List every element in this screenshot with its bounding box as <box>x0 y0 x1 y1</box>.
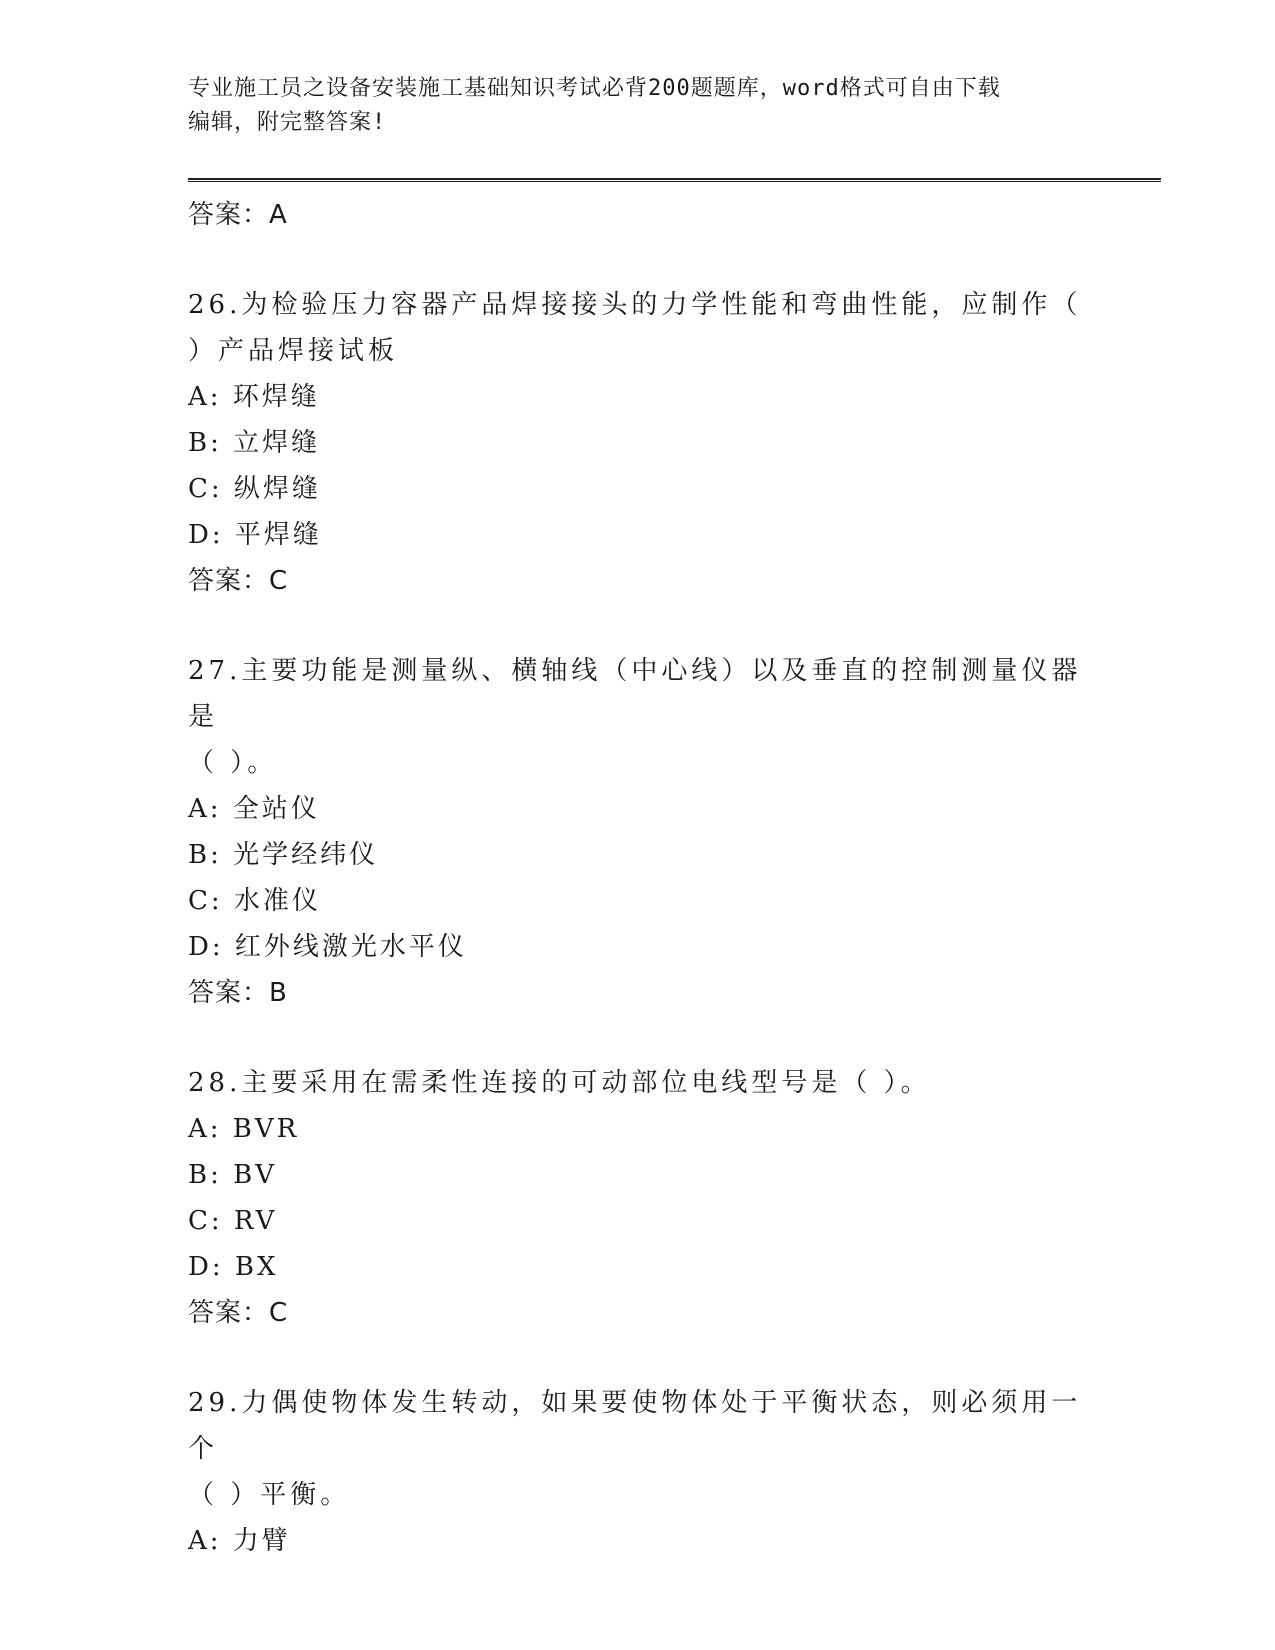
option-c: C: 纵焊缝 <box>188 474 321 504</box>
option-a: A: BVR <box>188 1114 300 1144</box>
question-text-continuation: （ ）平衡。 <box>188 1480 351 1510</box>
header-line-1: 专业施工员之设备安装施工基础知识考试必背200题题库，word格式可自由下载 <box>188 76 1001 101</box>
option-a: A: 全站仪 <box>188 794 320 824</box>
question-27 <box>188 648 1088 1016</box>
question-26 <box>188 282 1088 604</box>
header-line-2: 编辑，附完整答案! <box>188 110 387 135</box>
question-text: 29.力偶使物体发生转动，如果要使物体处于平衡状态，则必须用一个 <box>188 1388 1082 1464</box>
document-header <box>188 72 1088 140</box>
option-a: A: 力臂 <box>188 1526 291 1556</box>
option-c: C: 水准仪 <box>188 886 321 916</box>
option-a: A: 环焊缝 <box>188 382 320 412</box>
question-text: 27.主要功能是测量纵、横轴线（中心线）以及垂直的控制测量仪器是 <box>188 656 1082 732</box>
option-d: D: 红外线激光水平仪 <box>188 932 467 962</box>
option-c: C: RV <box>188 1206 278 1236</box>
question-text-continuation: ）产品焊接试板 <box>188 336 399 366</box>
question-text-continuation: （ ）。 <box>188 748 278 778</box>
question-28 <box>188 1060 1088 1336</box>
option-b: B: 立焊缝 <box>188 428 321 458</box>
answer-line: 答案：A <box>188 200 288 230</box>
option-b: B: 光学经纬仪 <box>188 840 379 870</box>
question-text: 26.为检验压力容器产品焊接接头的力学性能和弯曲性能，应制作（ <box>188 290 1082 320</box>
header-divider <box>188 178 1161 182</box>
answer-line: 答案：C <box>188 566 289 596</box>
option-d: D: 平焊缝 <box>188 520 322 550</box>
answer-line: 答案：C <box>188 1298 289 1328</box>
answer-line: 答案：B <box>188 978 288 1008</box>
question-text: 28.主要采用在需柔性连接的可动部位电线型号是（ ）。 <box>188 1068 931 1098</box>
option-b: B: BV <box>188 1160 278 1190</box>
question-list <box>188 192 1088 1564</box>
question-29 <box>188 1380 1088 1564</box>
option-d: D: BX <box>188 1252 279 1282</box>
